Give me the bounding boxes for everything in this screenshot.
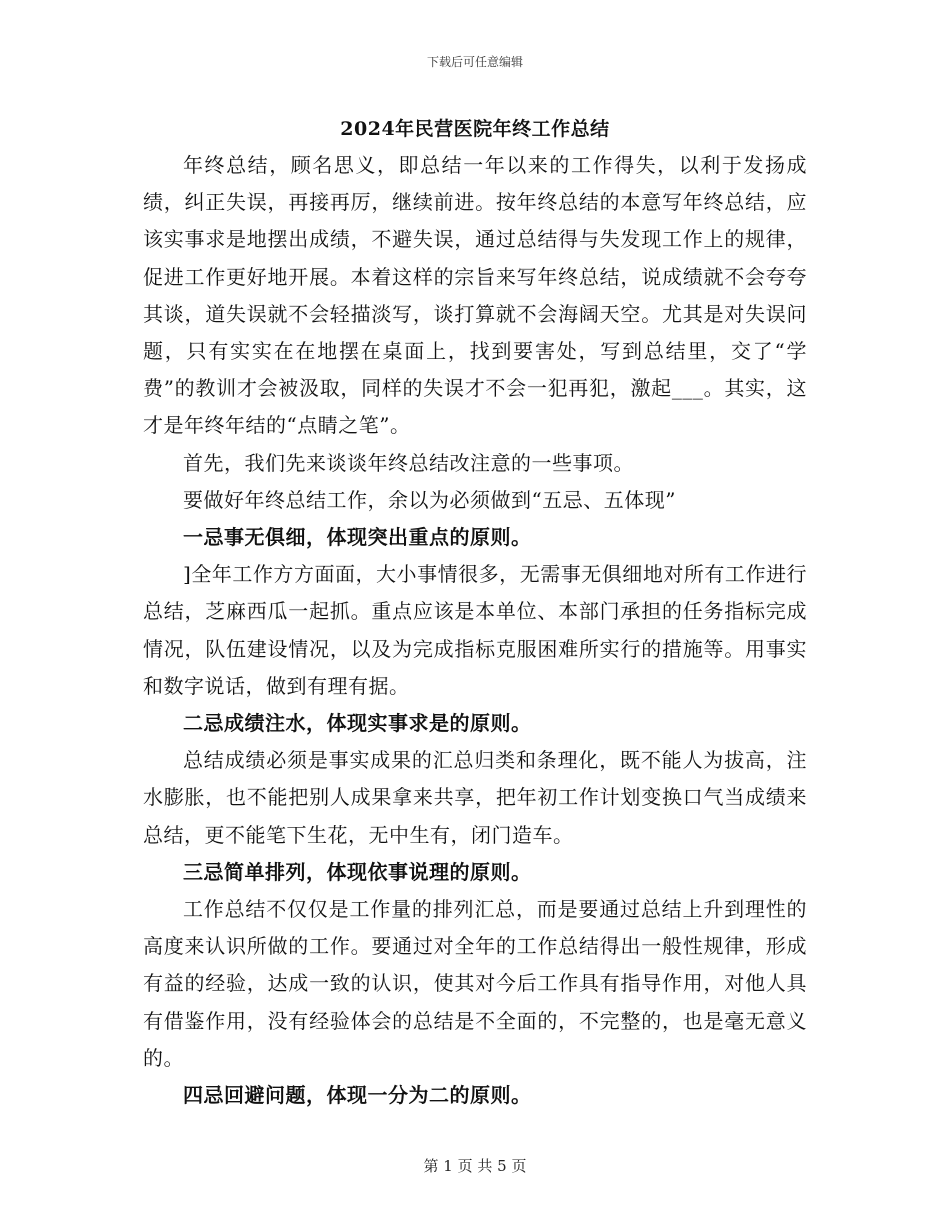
section-heading-4: 四忌回避问题，体现一分为二的原则。 [183,1083,532,1108]
document-title: 2024年民营医院年终工作总结 [340,118,610,140]
section-heading-2: 二忌成绩注水，体现实事求是的原则。 [183,711,532,736]
page-footer: 第 1 页 共 5 页 [423,1157,527,1175]
section-heading-3: 三忌简单排列，体现依事说理的原则。 [183,859,532,884]
paragraph-section-3: 工作总结不仅仅是工作量的排列汇总，而是要通过总结上升到理性的高度来认识所做的工作。要通过对全年的工作总结得出一般性规律，形成有益的经验，达成一致的认识，使其对今后工作具有指导作用，对他人具有借鉴作用，没有经验体会的总结是不全面的，不完整的，也是毫无意义的。 [143,897,807,1070]
paragraph-five-principles: 要做好年终总结工作，余以为必须做到“五忌、五体现” [183,487,676,512]
header-note: 下载后可任意编辑 [426,55,523,69]
paragraph-section-2: 总结成绩必须是事实成果的汇总归类和条理化，既不能人为拔高，注水膨胀，也不能把别人成果拿来共享，把年初工作计划变换口气当成绩来总结，更不能笔下生花，无中生有，闭门造车。 [143,748,807,847]
document-body [143,147,807,1114]
paragraph-first-topic: 首先，我们先来谈谈年终总结改注意的一些事项。 [183,450,634,475]
paragraph-section-1: ]全年工作方方面面，大小事情很多，无需事无俱细地对所有工作进行总结，芝麻西瓜一起抓。重点应该是本单位、本部门承担的任务指标完成情况，队伍建设情况，以及为完成指标克服困难所实行的措施等。用事实和数字说话，做到有理有据。 [143,562,807,698]
paragraph-intro: 年终总结，顾名思义，即总结一年以来的工作得失，以利于发扬成绩，纠正失误，再接再厉，继续前进。按年终总结的本意写年终总结，应该实事求是地摆出成绩，不避失误，通过总结得与失发现工作上的规律，促进工作更好地开展。本着这样的宗旨来写年终总结，说成绩就不会夸夸其谈，道失误就不会轻描淡写，谈打算就不会海阔天空。尤其是对失误问题，只有实实在在地摆在桌面上，找到要害处，写到总结里，交了“学费”的教训才会被汲取，同样的失误才不会一犯再犯，激起___。其实，这才是年终年结的“点睛之笔”。 [143,153,807,438]
section-heading-1: 一忌事无俱细，体现突出重点的原则。 [183,525,532,550]
